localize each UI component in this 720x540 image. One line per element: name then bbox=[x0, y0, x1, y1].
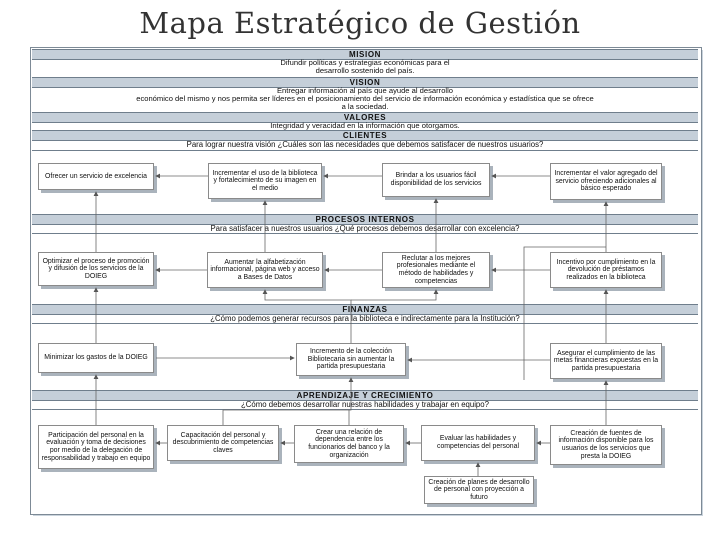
aprendizaje-question: ¿Cómo debemos desarrollar nuestras habilidades y trabajar en equipo? bbox=[241, 400, 489, 409]
aprendizaje-header: APRENDIZAJE Y CRECIMIENTO bbox=[32, 390, 698, 401]
aprendizaje-box-1: Participación del personal en la evaluación y toma de decisiones por medio de la delegación de responsabilidad y trabajo en equipo bbox=[38, 425, 154, 469]
aprendizaje-box-4: Evaluar las habilidades y competencias del personal bbox=[421, 425, 535, 461]
aprendizaje-box-2: Capacitación del personal y descubrimiento de competencias claves bbox=[167, 425, 279, 461]
page-title: Mapa Estratégico de Gestión bbox=[139, 6, 581, 40]
finanzas-box-3: Asegurar el cumplimiento de las metas financieras expuestas en la partida presupuestaria bbox=[550, 343, 662, 379]
finanzas-question: ¿Cómo podemos generar recursos para la biblioteca e indirectamente para la Institución? bbox=[210, 314, 520, 323]
finanzas-box-2: Incremento de la colección Bibliotecaria sin aumentar la partida presupuestaria bbox=[296, 343, 406, 376]
arrow-finanzas-2-to-procesos bbox=[265, 290, 351, 343]
valores-text: Integridad y veracidad en la información que otorgamos. bbox=[270, 121, 460, 130]
procesos-question: Para satisfacer a nuestros usuarios ¿Qué procesos debemos desarrollar con excelencia? bbox=[210, 224, 520, 233]
vision-line-1: Entregar información al país que ayude al desarrollo bbox=[276, 86, 454, 95]
procesos-box-1: Optimizar el proceso de promoción y difusión de los servicios de la DOIEG bbox=[38, 252, 154, 286]
procesos-header: PROCESOS INTERNOS bbox=[32, 214, 698, 225]
clientes-box-3: Brindar a los usuarios fácil disponibilidad de los servicios bbox=[382, 163, 490, 197]
mision-line-2: desarrollo sostenido del país. bbox=[315, 66, 415, 76]
arrow-aprendizaje-2-up bbox=[223, 378, 351, 425]
clientes-question: Para lograr nuestra visión ¿Cuáles son las necesidades que debemos satisfacer de nuestros usuarios? bbox=[186, 140, 544, 149]
mision-header: MISION bbox=[32, 49, 698, 60]
vision-header: VISION bbox=[32, 77, 698, 88]
clientes-box-4: Incrementar el valor agregado del servicio ofreciendo adicionales al básico esperado bbox=[550, 163, 662, 200]
aprendizaje-box-5: Creación de fuentes de información disponible para los usuarios de los servicios que presta la DOIEG bbox=[550, 425, 662, 465]
procesos-box-3: Reclutar a los mejores profesionales mediante el método de habilidades y competencias bbox=[382, 252, 490, 288]
procesos-box-2: Aumentar la alfabetización informacional, página web y acceso a Bases de Datos bbox=[207, 252, 323, 288]
valores-header: VALORES bbox=[32, 112, 698, 123]
finanzas-header: FINANZAS bbox=[32, 304, 698, 315]
aprendizaje-box-6: Creación de planes de desarrollo de personal con proyección a futuro bbox=[424, 476, 534, 504]
vision-line-2: económico del mismo y nos permita ser líderes en el posicionamiento del servicio de información económica y estadística que se ofrece bbox=[136, 94, 594, 104]
arrow-finanzas-2-to-procesos-3 bbox=[351, 290, 436, 300]
clientes-box-1: Ofrecer un servicio de excelencia bbox=[38, 163, 154, 190]
aprendizaje-box-3: Crear una relación de dependencia entre los funcionarios del banco y la organización bbox=[294, 425, 404, 463]
procesos-box-4: Incentivo por cumplimiento en la devolución de préstamos realizados en la biblioteca bbox=[550, 252, 662, 288]
mision-line-1: Difundir políticas y estrategias económicas para el bbox=[280, 58, 450, 67]
finanzas-box-1: Minimizar los gastos de la DOIEG bbox=[38, 343, 154, 373]
clientes-header: CLIENTES bbox=[32, 130, 698, 141]
clientes-box-2: Incrementar el uso de la biblioteca y fortalecimiento de su imagen en el medio bbox=[208, 163, 322, 199]
vision-line-3: a la sociedad. bbox=[341, 102, 389, 112]
